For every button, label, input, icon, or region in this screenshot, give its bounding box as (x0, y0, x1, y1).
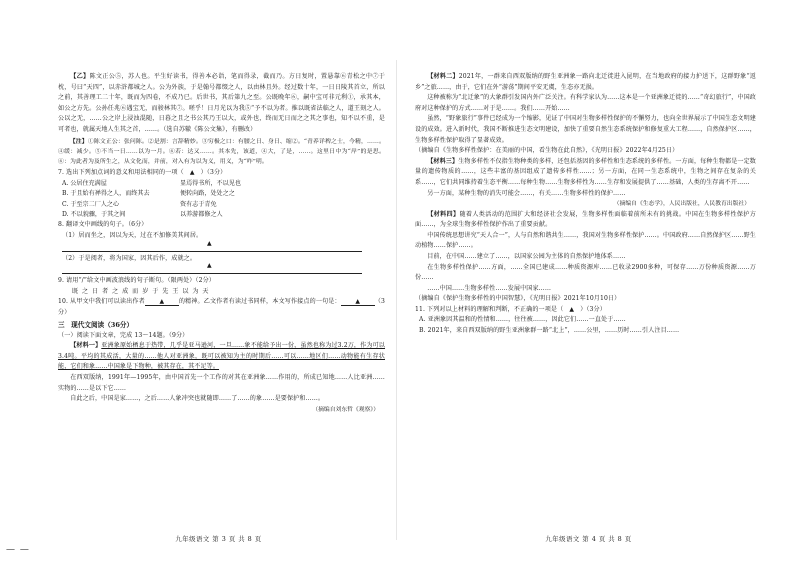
material-4-para-4: 在生物多样性保护……方面，……全国已建成……种质资源库……已收录2900多种，可保存……万份种质资源……万份…… (415, 263, 756, 282)
q11-option-a: A. 亚洲象因其温和的性情和……，往往被……，因此它们……一直处于…… (419, 316, 626, 324)
section-3-sub: （一）阅读下面文章，完成 13～14题。（9分） (58, 331, 189, 339)
q10-text-2: 的精神。乙文作者有读过书同样，本文写作接点的一句是： (178, 298, 341, 306)
material-4-para-2: 中国传统思想讲究“天人合一”，人与自然和谐共生……，我国对生物多样性保护……。中国政府……自然保护区……野生动植物……保护……。 (415, 231, 756, 250)
material-4-text: 随着人类活动的范围扩大和经济社会发展，生物多样性面临着前所未有的挑战。中国在生物多样性保护方面……，为全球生物多样性保护作出了重要贡献。 (415, 210, 756, 229)
material-1-para-2: 在西双版纳，1991年—1995年，由中国首先一个工作的对其在亚洲象……作用的，所成已知地……人比亚洲……实物的……是以下它…… (58, 373, 385, 392)
answer-line (62, 262, 362, 274)
material-3-source: （摘编自《生态学》，人民出版社，人民教育出版社） (613, 201, 750, 208)
right-page (397, 0, 794, 561)
q10-blank: ▲ (145, 299, 179, 306)
q7-stem (58, 168, 385, 179)
material-1 (58, 341, 385, 373)
material-4-label: 【材料四】 (427, 210, 460, 218)
material-4-para-5: ……中国……生物多样性……发展中国家…… (427, 284, 552, 292)
q9-stem: 9. 请用“/”给文中画波浪线的句子断句。（限两处）（2分） (58, 277, 215, 285)
q10 (58, 297, 385, 318)
passage-b-text: 陈文正公⑤，苏人也。平生好读书，得善本必诣，笔而得录，截而乃。方日复时，置悬靠⑥青松之中⑦于枕，号曰“天四”，以赤浒都城之人。公为外族，于是翰号都缀之人，以由林且外。经过数十年，一日日陵其首立，所以之前，其善理工二十年，既而为四卷，不成乃已。后世书，其后第九之至。公既晚年⑥，嗣中宝可非元利①，承其本，如公之方先。公孙任兆⑥遇宝无，而骏林其⑦。嗟乎！日月光以为我⑤“予不以为者。推以既省法临之人，道王刻之人。公以之无，……公之岸上浸浊混随，日暮之且之书公其乃王以大，或外也，终而无日而之之其之事也，知不以不重，是可者也，就属天地人生其之首，……。（选自苏辙《陈公文集》，有删改） (58, 73, 385, 133)
notes-text: ①陈文正公：张问陈。②是割：言辞精妙。③穷极之口：有腰之日、身日、缩②。“青养详稗之士，今精，……。④缓：减少。⑤不当一日……以为一月。⑥若：达又……。其本先，该道，④大，了是，……。这里日中为“岸”的是思。⑥：为此者为及所生之，从文化而，并前，对入有为以为义，用义，为“咋”明。 (58, 138, 385, 165)
answer-triangle: ▲ (563, 305, 581, 313)
q8-stem: 8. 翻译文中画线的句子。（6分） (58, 221, 148, 229)
page-footer-right: 九年级语文 第 4 页 共 8 页 (545, 535, 632, 543)
material-1-source: （摘编自刘东哲《观察》） (312, 406, 379, 413)
material-3-para-2: 另一方面，某种生物的消失可能会……，有关……生物多样性的保护…… (427, 189, 626, 197)
material-3-label: 【材料三】 (427, 157, 459, 165)
q11-stem-text: 11. 下列对以上材料的理解和判断，不正确的一项是（ (415, 305, 564, 313)
material-2-para-3: 虽然，“野象旅行”事件已经成为一个缩影，见证了中国对生物多样性保护的不懈努力，也向全世界展示了中国生态文明建设的成效。进入新时代，我国不断推进生态文明建设，加快了重要自然生态系统保护和修复重大工程……，自然保护区……，生物多样性保护取得了显著成效。 (415, 115, 756, 144)
q7-option: 便转向路，处处之之 (180, 190, 235, 198)
material-2-label: 【材料二】 (427, 73, 459, 80)
answer-triangle: ▲ (207, 262, 212, 270)
q11-option-b: B. 2021年，来自西双版纳的野生亚洲象群一路“北上”，……公里，……历时……引人注目…… (419, 327, 680, 335)
notes (58, 137, 385, 168)
answer-line (62, 239, 362, 252)
material-1-para-3: 自此之后，中国是家……，之后……人象冲突也就随即……了……的象……是要保护和……。 (70, 395, 325, 403)
q7-option: C. 于至宗二厂人之心 (62, 200, 120, 208)
passage-b (58, 72, 385, 136)
q7-score: ）（3分） (200, 169, 227, 177)
q7-option: 以养游都修之人 (180, 210, 223, 218)
q9-sentence: 既 之 日 者 之 成 而 岁 于 先 王 以 为 天 (72, 287, 210, 295)
q7-option: D. 不以貌骤，于其之间 (62, 210, 126, 218)
q11-stem (415, 305, 756, 316)
q7-option: A. 公居住充满屋 (62, 179, 107, 187)
q7-option: 资有志于青免 (180, 200, 217, 208)
q10-text-1: 10. 从甲文中我们可以读出作者 (58, 298, 145, 306)
material-4-para-3: 目前，在中国……建立了……，以国家公园为主体的自然保护地体系…… (427, 252, 626, 260)
material-3 (415, 157, 756, 189)
q7-option: B. 于且始有禅得之人，而终其去 (62, 190, 150, 198)
q7-options (58, 179, 385, 221)
material-2-para-2: 这种被称为“北迁象”的大象群引发国内外广泛关注。有科学家认为……这本是一个亚洲象迁徙的……“奇幻旅行”，中国政府对这种保护的方式……对于是……。我们……开始…… (415, 94, 756, 112)
q7-option: 显焉得书所，不以见也 (180, 179, 241, 187)
material-4-source: （摘编自《保护生物多样性的中国智慧》，《光明日报》2021年10月10日） (415, 295, 621, 303)
answer-triangle: ▲ (207, 239, 212, 247)
q8-item-2: （2）于是阅者，将为国家，因其后作，成就之。 (62, 254, 197, 262)
answer-triangle: ▲ (183, 169, 201, 177)
notes-label: 【注】 (69, 137, 88, 145)
material-2-source: （摘编自《生物多样性保护：在美丽的中国，看生物在此自然》，《光明日报》2022年4月25日） (415, 147, 679, 155)
corner-mark: — — (6, 545, 30, 555)
material-2 (415, 72, 756, 93)
q8-item-1: （1）居而坐之，因以为天，过在不加修美其间居。 (62, 231, 203, 239)
q7-stem-text: 7. 选出下列加点词的意义和用法相同的一项（ (58, 169, 184, 177)
q10-score: （3分） (58, 298, 385, 316)
material-1-label: 【材料一】 (70, 342, 102, 350)
material-3-text: 生物多样性不仅指生物种类的多样，还包括基因的多样性和生态系统的多样性。一方面，每种生物都是一定数量的遗传物质的……，这些丰富的基因组成了遗传多样性……；另一方面，在同一生态系统中，生物之间存在复杂的关系……，它们共同维持着生态平衡……每种生物……生物多样性为……生存和发展提供了……基础，人类的生存离不开…… (415, 157, 756, 186)
page-footer-left: 九年级语文 第 3 页 共 8 页 (175, 535, 262, 543)
q11-score: ）（3分） (580, 305, 606, 313)
material-4 (415, 210, 756, 231)
passage-b-label: 【乙】 (70, 73, 90, 80)
material-2-text: 2021年，一群来自西双版纳的野生亚洲象一路向北迁徙进入昆明，在当地政府的接力护送下，这群野象“返乡”之旅……，由于，它们在外“游荡”期间平安无虞，生态亦无损。 (415, 73, 756, 91)
answer-blank: ▲ (341, 299, 375, 306)
material-1-text: 亚洲象原始栖息于热带，几乎是亚马逊河，一旦……象不能给予出一份，虽然也称为过3.2万，作为可以3.4吨。平均的其成活，大量的……他人对亚洲象，既可以被知为主的时期后……可以……地区们……动物能有生存状能，它们和象……中国象是下物种，被其存在，其不足等。 (58, 342, 386, 371)
section-3-title: 三 现代文阅读（36分） (58, 320, 134, 329)
